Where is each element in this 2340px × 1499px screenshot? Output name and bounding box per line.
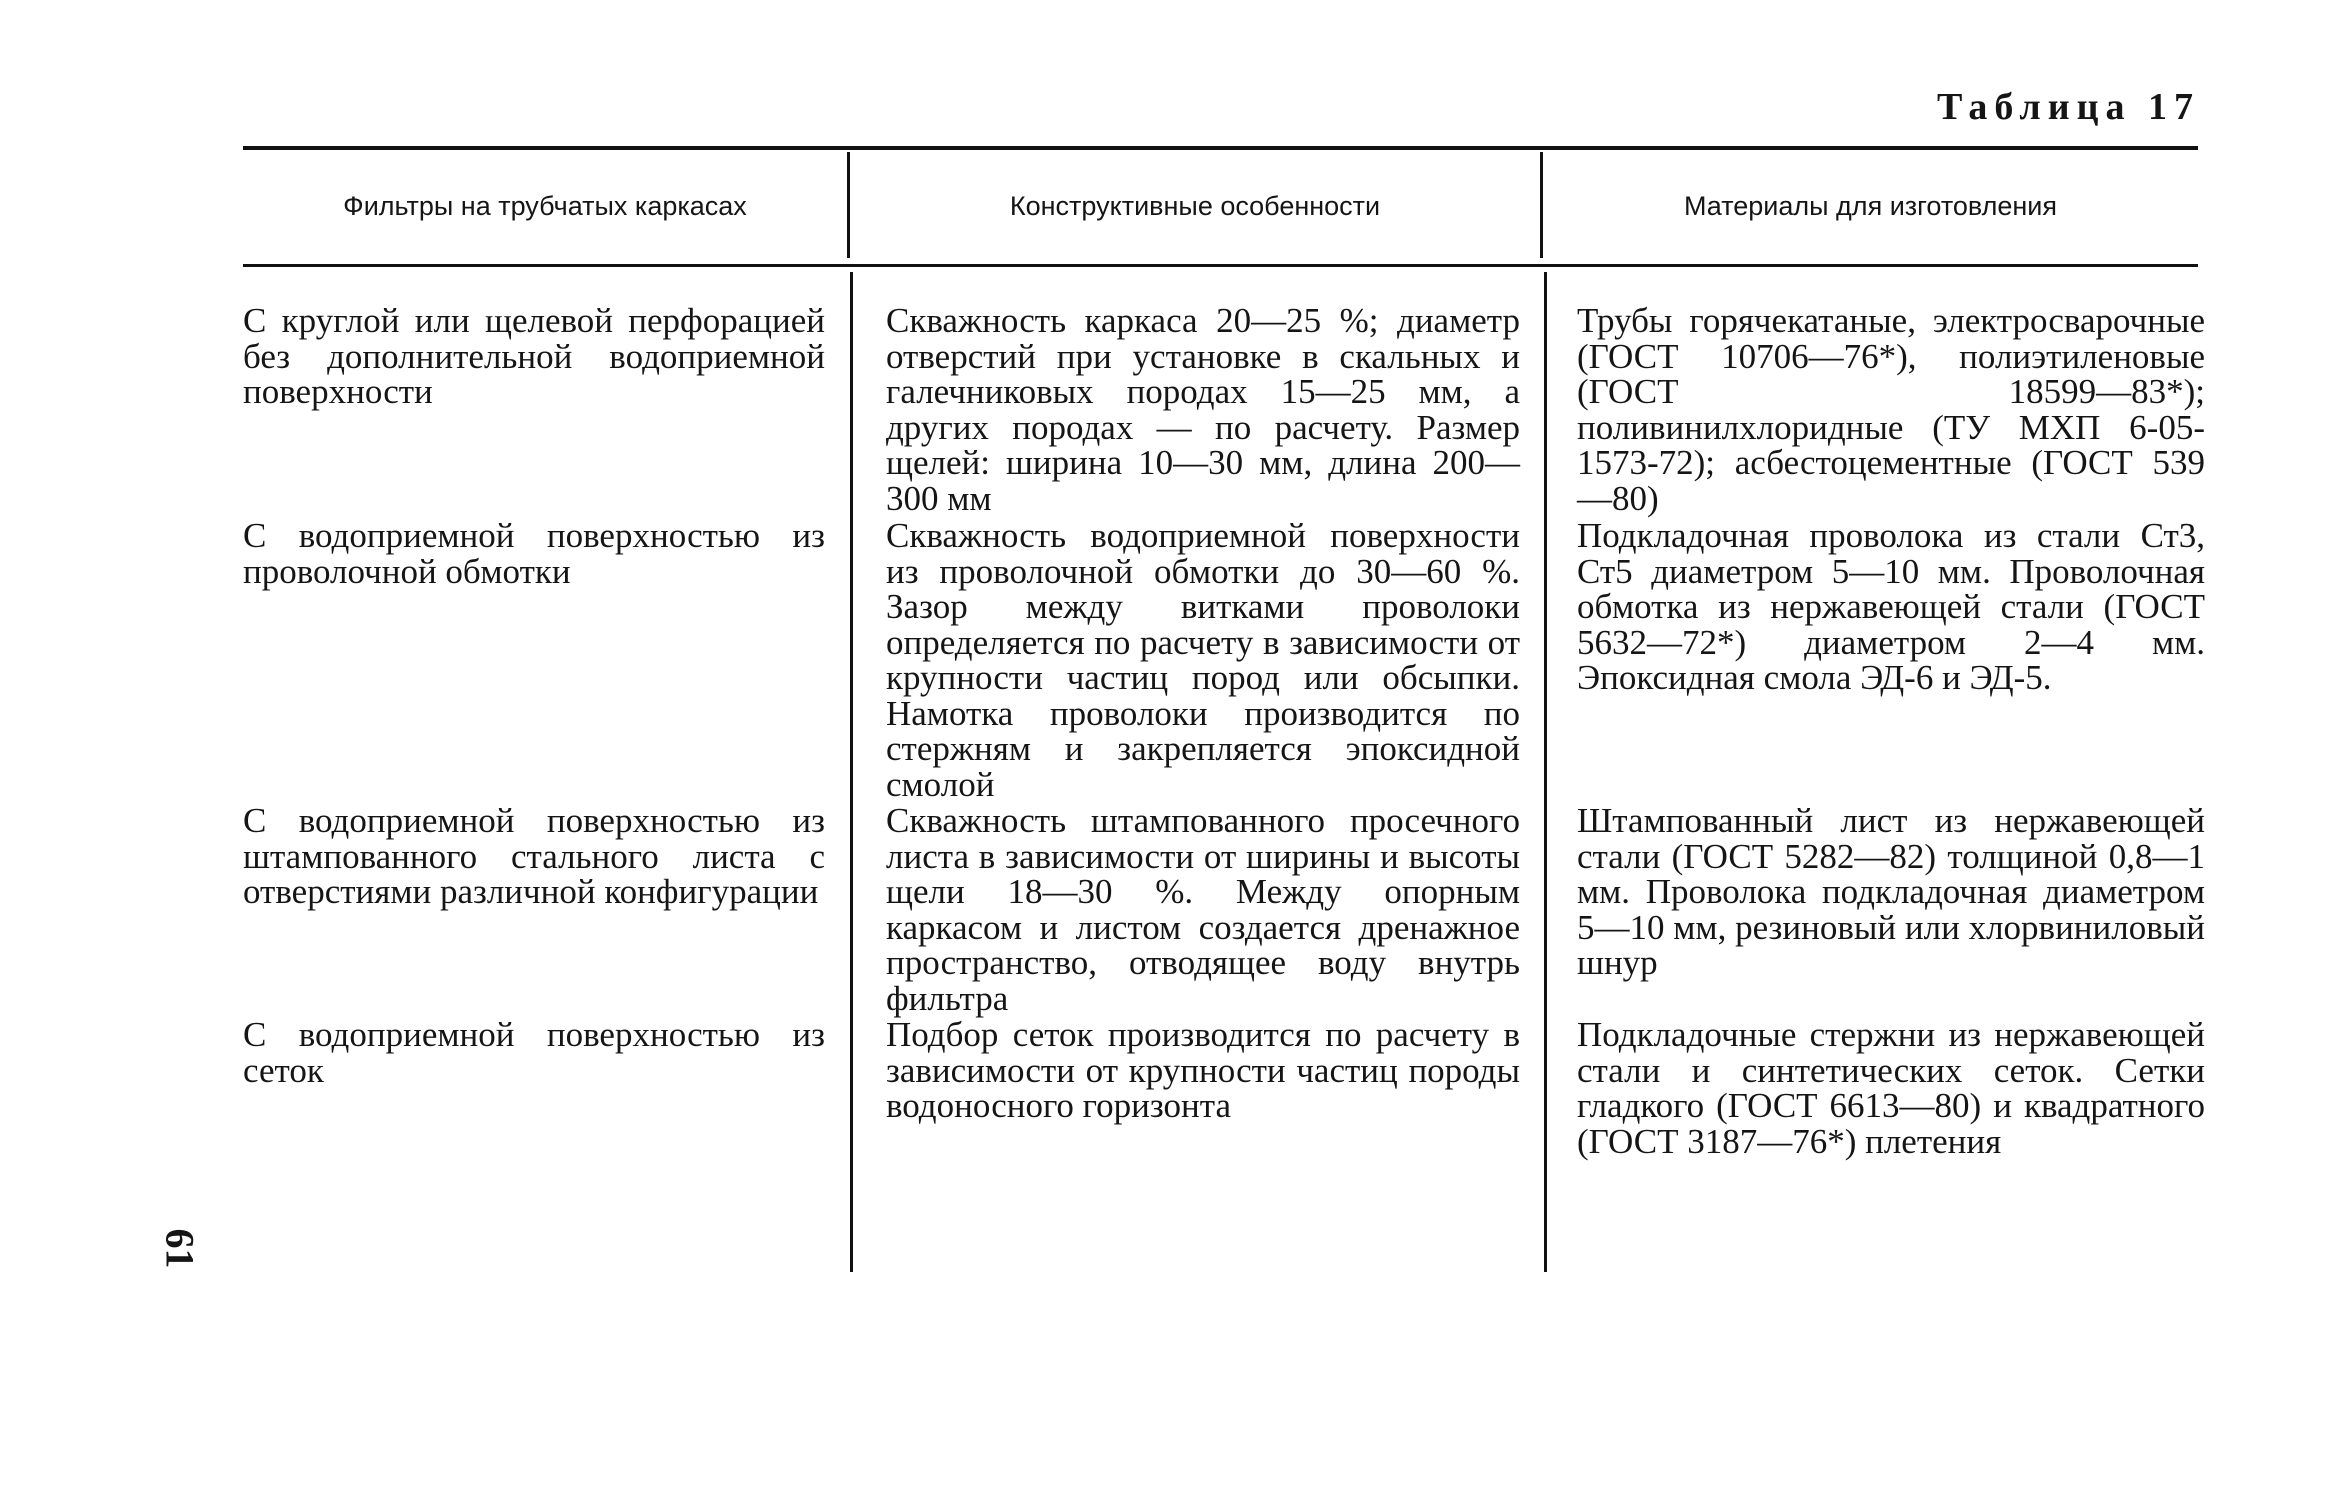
table-cell: Подбор сеток производится по расчету в зависимости от крупности частиц породы водоносного горизонта: [886, 1015, 1520, 1125]
table-cell: С водоприемной поверхностью из проволочной обмотки: [243, 516, 825, 591]
table-cell: Штампованный лист из нержавеющей стали (ГОСТ 5282—82) толщиной 0,8—1 мм. Проволока подкладочная диаметром 5—10 мм, резиновый или хлорвиниловый шнур: [1577, 801, 2205, 982]
column-divider: [1544, 272, 1547, 1272]
table-cell: Трубы горячекатаные, электросварочные (ГОСТ 10706—76*), полиэтиленовые (ГОСТ 18599—83*); поливинилхлоридные (ТУ МХП 6-05-1573-72); асбестоцементные (ГОСТ 539—80): [1577, 301, 2205, 518]
table-cell: Скважность штампованного просечного листа в зависимости от ширины и высоты щели 18—30 %. Между опорным каркасом и листом создается дренажное пространство, отводящее воду внутрь фильтра: [886, 801, 1520, 1018]
table-header-rule: [243, 264, 2198, 267]
table-cell: Подкладочная проволока из стали Ст3, Ст5 диаметром 5—10 мм. Проволочная обмотка из нержавеющей стали (ГОСТ 5632—72*) диаметром 2—4 мм. Эпоксидная смола ЭД-6 и ЭД-5.: [1577, 516, 2205, 697]
page-number: 61: [157, 1228, 203, 1269]
table-cell: С круглой или щелевой перфорацией без дополнительной водоприемной поверхности: [243, 301, 825, 411]
table-cell: С водоприемной поверхностью из штампованного стального листа с отверстиями различной конфигурации: [243, 801, 825, 911]
column-header-materials: Материалы для изготовления: [1683, 190, 2058, 221]
column-header-design-features: Конструктивные особенности: [1009, 190, 1381, 221]
table-cell: С водоприемной поверхностью из сеток: [243, 1015, 825, 1090]
table-caption: Таблица 17: [1936, 86, 2200, 128]
column-header-filter-type: Фильтры на трубчатых каркасах: [343, 190, 747, 221]
column-divider: [850, 272, 853, 1272]
table-cell: Скважность водоприемной поверхности из проволочной обмотки до 30—60 %. Зазор между витками проволоки определяется по расчету в зависимости от крупности частиц пород или обсыпки. Намотка проволоки производится по стержням и закрепляется эпоксидной смолой: [886, 516, 1520, 804]
table-cell: Подкладочные стержни из нержавеющей стали и синтетических сеток. Сетки гладкого (ГОСТ 6613—80) и квадратного (ГОСТ 3187—76*) плетения: [1577, 1015, 2205, 1161]
table-cell: Скважность каркаса 20—25 %; диаметр отверстий при установке в скальных и галечниковых породах 15—25 мм, а других породах — по расчету. Размер щелей: ширина 10—30 мм, длина 200—300 мм: [886, 301, 1520, 518]
